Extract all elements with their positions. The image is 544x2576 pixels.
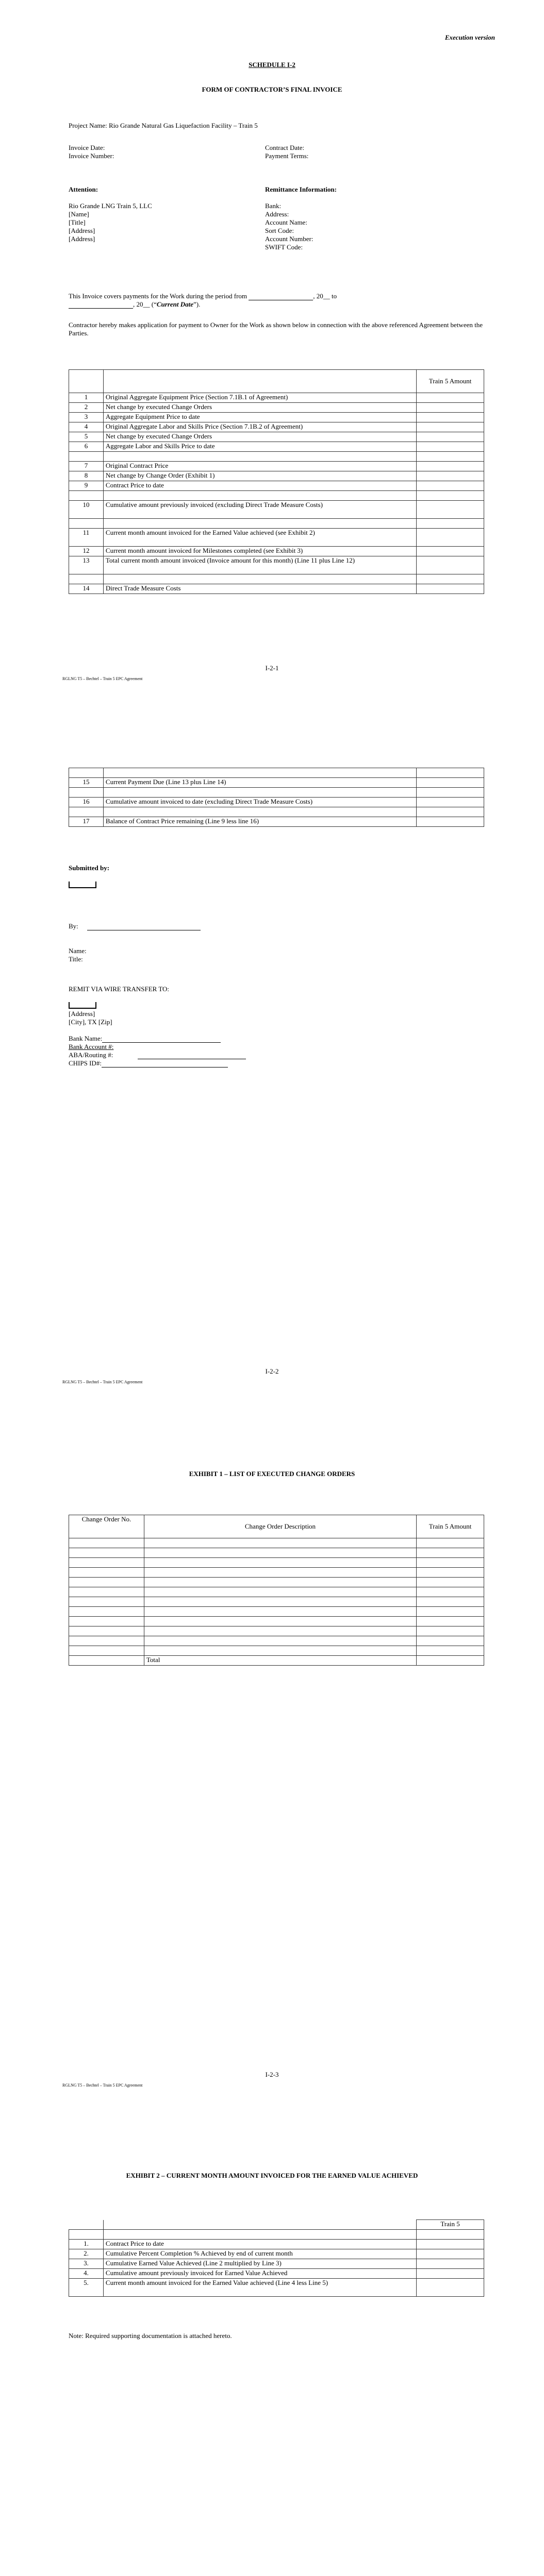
table-cell [417,491,484,501]
table-cell [69,491,104,501]
amount-cell [417,778,484,788]
table-cell [103,491,416,501]
table-row [69,1568,484,1578]
total-amount-cell [417,1656,484,1666]
row-number: 8 [69,471,104,481]
table-cell [417,1538,484,1548]
page-4 [0,2110,544,2576]
table-cell [69,1558,144,1568]
period-paragraph [69,292,484,309]
table-cell [69,370,104,393]
amount-cell [417,556,484,574]
change-order-no-header: Change Order No. [69,1515,144,1538]
table-cell [417,1607,484,1617]
table-cell [144,1626,416,1636]
table-row [69,1617,484,1626]
table-cell [144,1607,416,1617]
table-spacer-row [69,2230,484,2240]
table-row [69,529,484,547]
table-cell [69,1617,144,1626]
row-number: 1 [69,393,104,403]
bank-account-label: Bank Account #: [69,1043,114,1050]
page-number: I-2-2 [265,1367,279,1375]
table-cell [103,807,416,817]
page-1 [0,0,544,703]
table-cell [417,1597,484,1607]
row-number: 7 [69,462,104,471]
table-cell [69,788,104,798]
table-row [69,1587,484,1597]
row-description: Current month amount invoiced for the Earned Value achieved (Line 4 less Line 5) [103,2279,416,2297]
row-description: Cumulative amount invoiced to date (excluding Direct Trade Measure Costs) [103,798,416,807]
earned-value-table [69,2219,484,2297]
remit-heading: REMIT VIA WIRE TRANSFER TO: [69,985,170,993]
table-cell [144,1617,416,1626]
table-spacer-row [69,788,484,798]
table-cell [103,788,416,798]
row-description: Original Contract Price [103,462,416,471]
execution-version-label: Execution version [444,33,495,41]
placeholder-box [69,1002,96,1009]
amount-cell [417,584,484,594]
row-description: Total current month amount invoiced (Invoice amount for this month) (Line 11 plus Line 12) [103,556,416,574]
remittance-heading: Remittance Information: [265,185,337,193]
period-text: , 20__ to [313,292,337,300]
row-description: Current month amount invoiced for Milestones completed (see Exhibit 3) [103,547,416,556]
table-cell [417,788,484,798]
period-text: ”). [193,300,201,308]
row-description: Direct Trade Measure Costs [103,584,416,594]
period-text: , 20__ (“ [133,300,157,308]
schedule-title: SCHEDULE I-2 [249,61,295,69]
attention-line: [Address] [69,227,95,234]
table-cell [69,768,104,778]
table-cell [69,1626,144,1636]
amount-cell [417,2269,484,2279]
table-cell [69,1548,144,1558]
exhibit-2-title: EXHIBIT 2 – CURRENT MONTH AMOUNT INVOICED FOR THE EARNED VALUE ACHIEVED [126,2172,418,2179]
table-cell [69,1538,144,1548]
table-row [69,1558,484,1568]
table-row [69,584,484,594]
table-cell [69,1597,144,1607]
table-spacer-row [69,452,484,462]
amount-cell [417,403,484,413]
page-number: I-2-1 [265,664,279,672]
table-row [69,1538,484,1548]
table-cell [417,1646,484,1656]
train-5-amount-header: Train 5 Amount [417,1515,484,1538]
row-description: Net change by Change Order (Exhibit 1) [103,471,416,481]
row-description: Original Aggregate Labor and Skills Price (Section 7.1B.2 of Agreement) [103,422,416,432]
signature-line [69,922,201,930]
table-row [69,403,484,413]
attention-heading: Attention: [69,185,98,193]
table-row [69,1597,484,1607]
row-number: 12 [69,547,104,556]
table-cell [417,807,484,817]
period-end-blank [69,308,133,309]
amount-cell [417,2240,484,2249]
remittance-line: Bank: [265,202,282,210]
amount-cell [417,817,484,827]
table-row [69,422,484,432]
table-row [69,1636,484,1646]
table-header-row [69,370,484,393]
table-cell [417,452,484,462]
invoice-date-label: Invoice Date: [69,144,105,151]
table-cell [417,1558,484,1568]
table-cell [417,1626,484,1636]
amount-cell [417,462,484,471]
amount-cell [417,442,484,452]
table-cell [103,768,416,778]
page-2 [0,703,544,1406]
table-row [69,1607,484,1617]
row-description: Cumulative amount previously invoiced for Earned Value Achieved [103,2269,416,2279]
table-total-row [69,1656,484,1666]
amount-cell [417,481,484,491]
table-cell [144,1587,416,1597]
remit-address [69,1010,112,1026]
row-description: Original Aggregate Equipment Price (Section 7.1B.1 of Agreement) [103,393,416,403]
row-description: Aggregate Labor and Skills Price to date [103,442,416,452]
table-cell [69,1646,144,1656]
page-number: I-2-3 [265,2071,279,2078]
row-description: Aggregate Equipment Price to date [103,413,416,422]
table-cell [69,1568,144,1578]
aba-routing-label: ABA/Routing #: [69,1051,113,1059]
row-description: Current month amount invoiced for the Earned Value achieved (see Exhibit 2) [103,529,416,547]
row-description: Cumulative Percent Completion % Achieved by end of current month [103,2249,416,2259]
table-spacer-row [69,491,484,501]
change-order-description-header: Change Order Description [144,1515,416,1538]
by-label: By: [69,922,78,930]
row-number: 1. [69,2240,104,2249]
address-line: [City], TX [Zip] [69,1018,112,1026]
amount-cell [417,432,484,442]
page-footer: RGLNG T5 – Bechtel – Train 5 EPC Agreement [62,2083,143,2088]
remittance-line: Address: [265,210,289,218]
payment-terms-label: Payment Terms: [265,152,309,160]
table-cell [103,2230,416,2240]
submitted-by-label: Submitted by: [69,864,110,872]
table-cell [417,2230,484,2240]
row-number: 17 [69,817,104,827]
attention-line: [Name] [69,210,89,218]
table-cell [69,1587,144,1597]
table-cell [144,1578,416,1587]
table-cell [144,1597,416,1607]
total-label: Total [144,1656,416,1666]
invoice-table-2 [69,768,484,827]
row-number: 2. [69,2249,104,2259]
table-cell [144,1538,416,1548]
row-description: Contract Price to date [103,2240,416,2249]
table-cell [144,1568,416,1578]
row-number: 2 [69,403,104,413]
row-number: 3 [69,413,104,422]
table-row [69,462,484,471]
amount-cell [417,393,484,403]
address-line: [Address] [69,1010,95,1018]
table-row [69,2279,484,2297]
table-spacer-row [69,574,484,584]
table-cell [417,1587,484,1597]
amount-cell [417,529,484,547]
table-row [69,481,484,491]
table-cell [144,1558,416,1568]
row-description: Current Payment Due (Line 13 plus Line 14) [103,778,416,788]
remittance-line: Account Name: [265,218,307,226]
table-cell [417,1617,484,1626]
remittance-line: Account Number: [265,235,314,243]
table-row [69,2240,484,2249]
amount-cell [417,547,484,556]
row-number: 6 [69,442,104,452]
invoice-table-1 [69,369,484,594]
bank-name-blank [102,1042,221,1043]
row-number: 4 [69,422,104,432]
row-number: 14 [69,584,104,594]
amount-cell [417,413,484,422]
table-header-row [69,2220,484,2230]
chips-id-label: CHIPS ID#: [69,1059,102,1067]
row-description: Balance of Contract Price remaining (Line 9 less line 16) [103,817,416,827]
table-cell [69,1578,144,1587]
table-cell [417,1578,484,1587]
table-spacer-row [69,768,484,778]
train-5-header: Train 5 [417,2220,484,2230]
page-footer: RGLNG T5 – Bechtel – Train 5 EPC Agreement [62,676,143,681]
table-row [69,2259,484,2269]
bank-name-label: Bank Name: [69,1035,103,1042]
table-cell [417,1548,484,1558]
table-cell [69,1656,144,1666]
row-number: 3. [69,2259,104,2269]
table-cell [144,1646,416,1656]
attention-line: [Title] [69,218,86,226]
supporting-docs-note: Note: Required supporting documentation is attached hereto. [69,2332,232,2340]
row-number: 4. [69,2269,104,2279]
table-cell [417,768,484,778]
aba-routing-line [69,1051,246,1059]
train-5-amount-header: Train 5 Amount [417,370,484,393]
table-cell [69,452,104,462]
attention-block [69,202,152,243]
table-cell [69,2230,104,2240]
table-row [69,1548,484,1558]
amount-cell [417,2259,484,2269]
table-cell [103,370,416,393]
table-row [69,798,484,807]
amount-cell [417,501,484,519]
page-footer: RGLNG T5 – Bechtel – Train 5 EPC Agreement [62,1380,143,1384]
row-number: 11 [69,529,104,547]
table-row [69,501,484,519]
table-cell [69,2220,104,2230]
table-row [69,413,484,422]
table-cell [69,1607,144,1617]
remittance-block [265,202,314,251]
amount-cell [417,471,484,481]
bank-name-line [69,1035,221,1043]
row-number: 9 [69,481,104,491]
remittance-line: Sort Code: [265,227,294,234]
table-row [69,817,484,827]
table-cell [417,519,484,529]
table-row [69,393,484,403]
remittance-line: SWIFT Code: [265,243,303,251]
table-cell [417,574,484,584]
table-cell [417,1636,484,1646]
table-header-row [69,1515,484,1538]
current-date-term: Current Date [156,300,194,308]
period-text: This Invoice covers payments for the Work during the period from [69,292,248,300]
application-paragraph: Contractor hereby makes application for payment to Owner for the Work as shown below in connection with the above referenced Agreement between the Parties. [69,321,483,337]
invoice-number-label: Invoice Number: [69,152,114,160]
table-row [69,1646,484,1656]
placeholder-box [69,882,96,888]
row-description: Net change by executed Change Orders [103,403,416,413]
project-name: Project Name: Rio Grande Natural Gas Liquefaction Facility – Train 5 [69,122,258,129]
table-spacer-row [69,519,484,529]
table-cell [103,574,416,584]
table-row [69,2269,484,2279]
amount-cell [417,422,484,432]
table-cell [103,2220,416,2230]
name-label: Name: [69,947,87,955]
attention-line: Rio Grande LNG Train 5, LLC [69,202,152,210]
table-cell [144,1636,416,1646]
table-cell [69,1636,144,1646]
row-description: Cumulative Earned Value Achieved (Line 2 multiplied by Line 3) [103,2259,416,2269]
page-3 [0,1406,544,2110]
amount-cell [417,2249,484,2259]
table-cell [69,519,104,529]
row-number: 16 [69,798,104,807]
chips-id-line [69,1059,228,1067]
table-row [69,2249,484,2259]
form-title: FORM OF CONTRACTOR’S FINAL INVOICE [202,86,342,93]
amount-cell [417,798,484,807]
row-number: 10 [69,501,104,519]
row-number: 5 [69,432,104,442]
amount-cell [417,2279,484,2297]
attention-line: [Address] [69,235,95,243]
contract-date-label: Contract Date: [265,144,305,151]
table-cell [69,574,104,584]
change-orders-table [69,1515,484,1666]
table-spacer-row [69,807,484,817]
table-row [69,471,484,481]
table-row [69,1578,484,1587]
table-cell [417,1568,484,1578]
table-row [69,442,484,452]
row-description: Net change by executed Change Orders [103,432,416,442]
exhibit-1-title: EXHIBIT 1 – LIST OF EXECUTED CHANGE ORDERS [189,1470,355,1478]
submitted-by-box [69,882,96,890]
table-cell [103,519,416,529]
table-row [69,432,484,442]
row-number: 5. [69,2279,104,2297]
table-row [69,556,484,574]
table-cell [103,452,416,462]
title-label: Title: [69,955,83,963]
table-row [69,1626,484,1636]
row-number: 15 [69,778,104,788]
table-cell [144,1548,416,1558]
table-row [69,778,484,788]
row-description: Contract Price to date [103,481,416,491]
row-description: Cumulative amount previously invoiced (excluding Direct Trade Measure Costs) [103,501,416,519]
table-cell [69,807,104,817]
row-number: 13 [69,556,104,574]
table-row [69,547,484,556]
